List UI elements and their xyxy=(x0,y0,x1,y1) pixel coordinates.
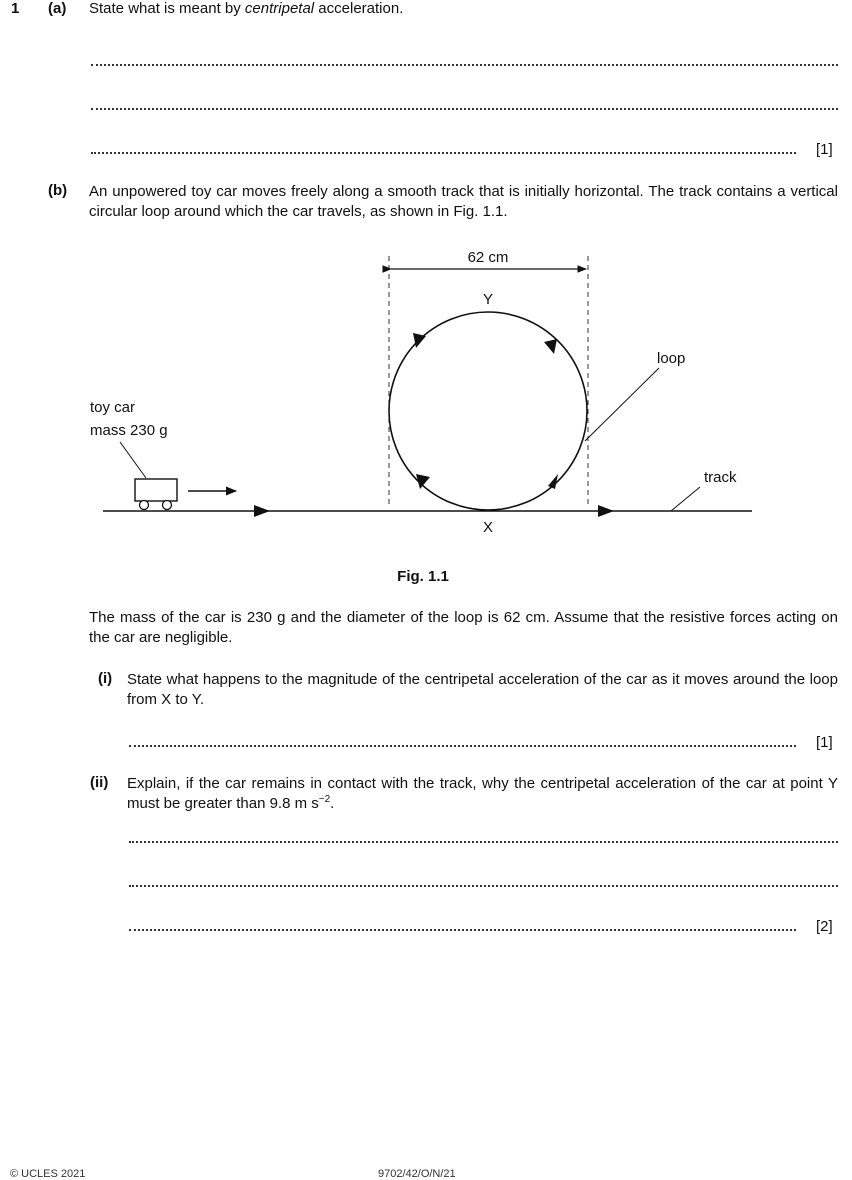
car-leader-line xyxy=(120,442,146,478)
loop-leader-line xyxy=(585,368,659,441)
track-leader-line xyxy=(671,487,700,511)
point-y-label: Y xyxy=(482,291,494,308)
toy-car-wheel xyxy=(140,501,149,510)
answer-line[interactable] xyxy=(129,745,796,747)
footer-paper-code: 9702/42/O/N/21 xyxy=(378,1168,456,1180)
part-a-label: (a) xyxy=(48,0,67,17)
toy-car-body xyxy=(135,479,177,501)
question-number: 1 xyxy=(11,0,20,17)
mark-allocation: [2] xyxy=(816,918,833,935)
part-i-text: State what happens to the magnitude of the centripetal acceleration of the car as it moves around the loop from X to Y. xyxy=(127,671,838,708)
point-x-label: X xyxy=(482,519,494,536)
toy-car-wheel xyxy=(163,501,172,510)
car-label-line2: mass 230 g xyxy=(90,422,168,439)
part-a-text: State what is meant by centripetal acceleration. xyxy=(89,0,404,17)
track-arrow-left xyxy=(254,505,270,517)
car-label-line1: toy car xyxy=(90,399,136,416)
answer-line[interactable] xyxy=(129,885,838,887)
loop-arrow-lower-right xyxy=(548,474,558,489)
part-b-text: An unpowered toy car moves freely along a smooth track that is initially horizontal. The track contains a vertical circular loop around which the car travels, as shown in Fig. 1.1. xyxy=(89,183,838,220)
loop-arrow-lower-left xyxy=(416,474,430,489)
mark-allocation: [1] xyxy=(816,141,833,158)
stem-text: The mass of the car is 230 g and the diameter of the loop is 62 cm. Assume that the resistive forces acting on the car are negligible. xyxy=(89,609,838,646)
track-label: track xyxy=(704,469,737,486)
figure-caption: Fig. 1.1 xyxy=(397,568,449,585)
track-arrow-right xyxy=(598,505,614,517)
loop-arrow-upper-right xyxy=(544,339,557,354)
diameter-label: 62 cm xyxy=(467,249,509,266)
answer-line[interactable] xyxy=(129,841,838,843)
part-i-label: (i) xyxy=(98,670,113,687)
part-ii-label: (ii) xyxy=(90,774,109,791)
part-b-label: (b) xyxy=(48,182,68,199)
mark-allocation: [1] xyxy=(816,734,833,751)
footer-copyright: © UCLES 2021 xyxy=(10,1168,86,1180)
loop-label: loop xyxy=(657,350,686,367)
answer-line[interactable] xyxy=(129,929,796,931)
part-ii-text: Explain, if the car remains in contact with the track, why the centripetal acceleration of the car at point Y must be greater than 9.8 m $s^{-2}$. xyxy=(127,775,838,812)
